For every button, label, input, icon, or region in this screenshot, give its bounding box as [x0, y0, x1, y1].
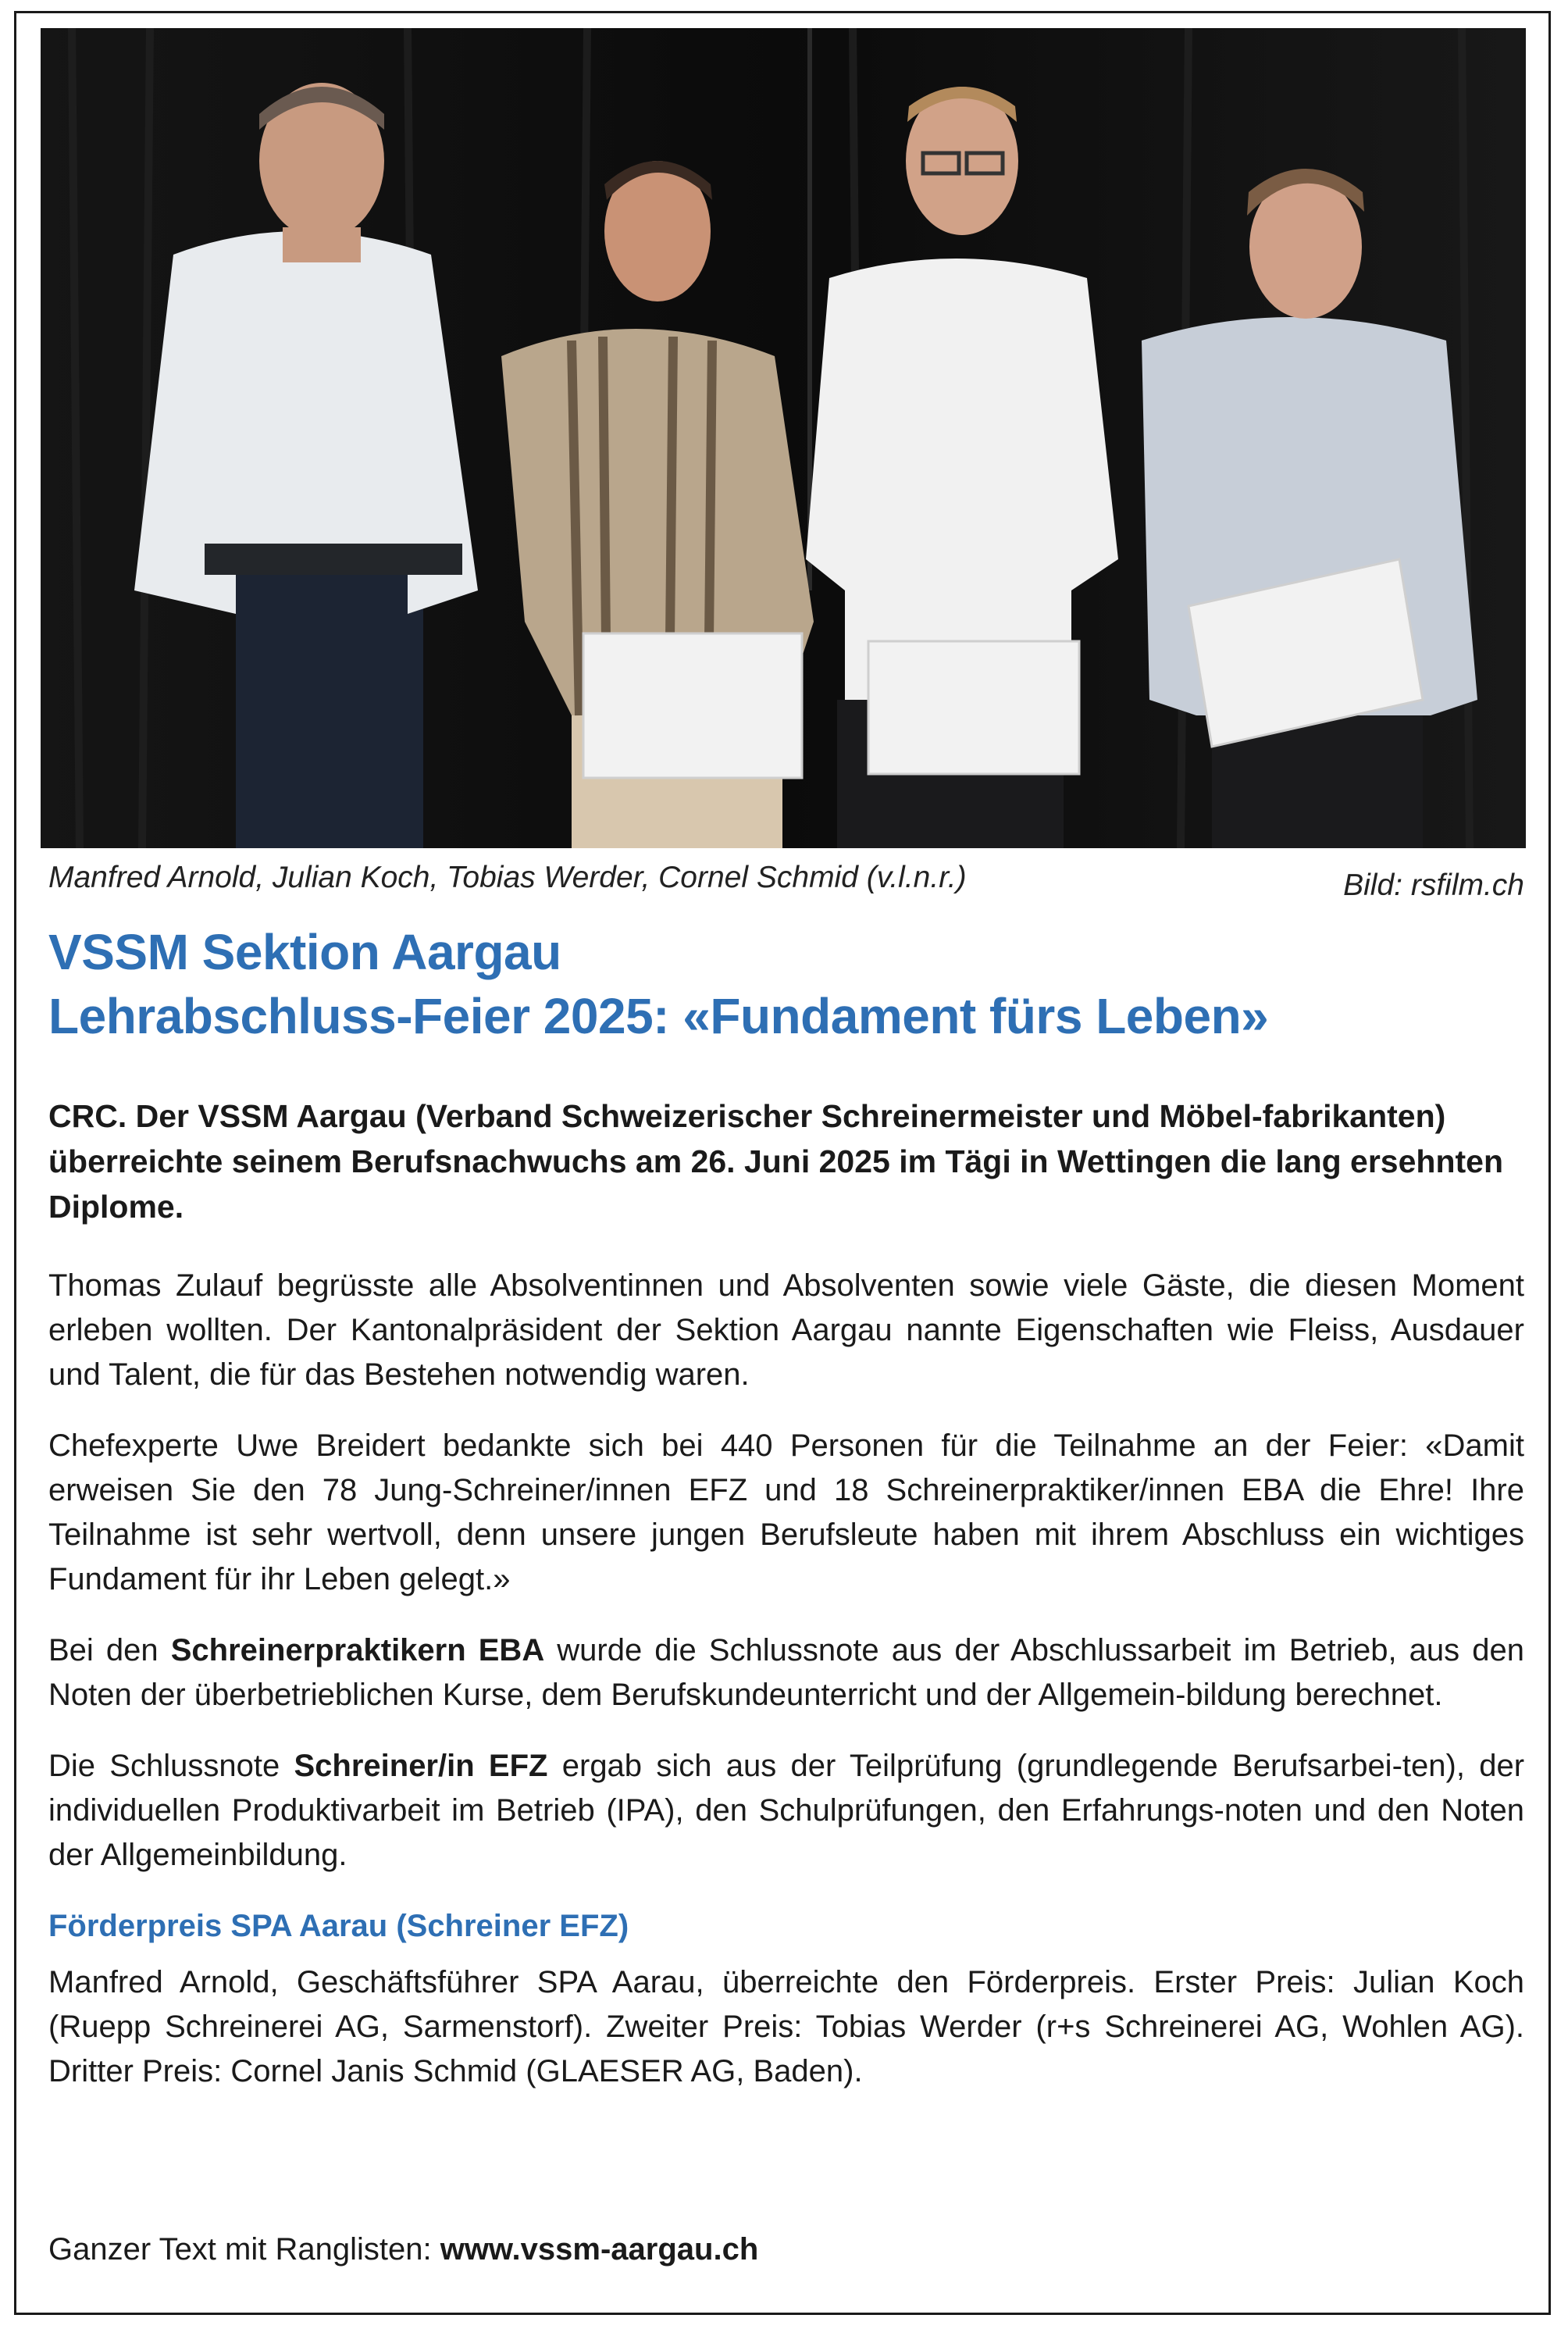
- headline-line-1: VSSM Sektion Aargau: [48, 924, 561, 980]
- paragraph-2: Chefexperte Uwe Breidert bedankte sich bei 440 Personen für die Teilnahme an der Feier: «Damit erweisen Sie den 78 Jung-Schreiner/innen EFZ und 18 Schreinerpraktiker/innen EBA die Ehre! Ihre Teilnahme ist sehr wertvoll, denn unsere jungen Berufsleute haben mit ihrem Abschluss ein wichtiges Fundament für ihr Leben gelegt.»: [48, 1428, 1524, 1596]
- headline: [48, 920, 1524, 1048]
- website-link[interactable]: www.vssm-aargau.ch: [440, 2232, 759, 2267]
- paragraph-1: Thomas Zulauf begrüsste alle Absolventinnen und Absolventen sowie viele Gäste, die diesen Moment erleben wollten. Der Kantonalpräsident der Sektion Aargau nannte Eigenschaften wie Fleiss, Ausdauer und Talent, die für das Bestehen notwendig waren.: [48, 1268, 1524, 1392]
- lead-paragraph: CRC. Der VSSM Aargau (Verband Schweizerischer Schreinermeister und Möbel-fabrikanten) überreichte seinem Berufsnachwuchs am 26. Juni 2025 im Tägi in Wettingen die lang ersehnten Diplome.: [48, 1098, 1503, 1225]
- paragraph-4-pre: Die Schlussnote: [48, 1749, 294, 1783]
- paragraph-3: [48, 1628, 1524, 1717]
- photo-caption: [48, 856, 1524, 903]
- paragraph-4: [48, 1744, 1524, 1878]
- caption-text: Manfred Arnold, Julian Koch, Tobias Werder, Cornel Schmid (v.l.n.r.): [48, 861, 967, 894]
- photo-credit: Bild: rsfilm.ch: [1343, 868, 1524, 902]
- article-body: [48, 1264, 1524, 2120]
- paragraph-4-post: ergab sich aus der Teilprüfung (grundlegende Berufsarbei-ten), der individuellen Produktivarbeit im Betrieb (IPA), den Schulprüfungen, den Erfahrungs-noten und den Noten der Allgemeinbildung.: [48, 1749, 1525, 1872]
- paragraph-5: Manfred Arnold, Geschäftsführer SPA Aarau, überreichte den Förderpreis. Erster Preis: Julian Koch (Ruepp Schreinerei AG, Sarmenstorf). Zweiter Preis: Tobias Werder (r+s Schreinerei AG, Wohlen AG). Dritter Preis: Cornel Janis Schmid (GLAESER AG, Baden).: [48, 1965, 1524, 2088]
- paragraph-3-bold: Schreinerpraktikern EBA: [170, 1633, 545, 1667]
- headline-line-2: Lehrabschluss-Feier 2025: «Fundament fürs Leben»: [48, 988, 1269, 1044]
- photo-illustration: [41, 28, 1526, 848]
- subheading-foerderpreis: Förderpreis SPA Aarau (Schreiner EFZ): [48, 1909, 629, 1943]
- paragraph-3-post: wurde die Schlussnote aus der Abschlussarbeit im Betrieb, aus den Noten der überbetrieblichen Kurse, dem Berufskundeunterricht und der Allgemein-bildung berechnet.: [48, 1633, 1524, 1712]
- paragraph-4-bold: Schreiner/in EFZ: [294, 1749, 548, 1783]
- footer-label: Ganzer Text mit Ranglisten:: [48, 2232, 440, 2267]
- paragraph-3-pre: Bei den: [48, 1633, 171, 1667]
- group-photo: [41, 28, 1526, 848]
- footer-line: [48, 2227, 1524, 2271]
